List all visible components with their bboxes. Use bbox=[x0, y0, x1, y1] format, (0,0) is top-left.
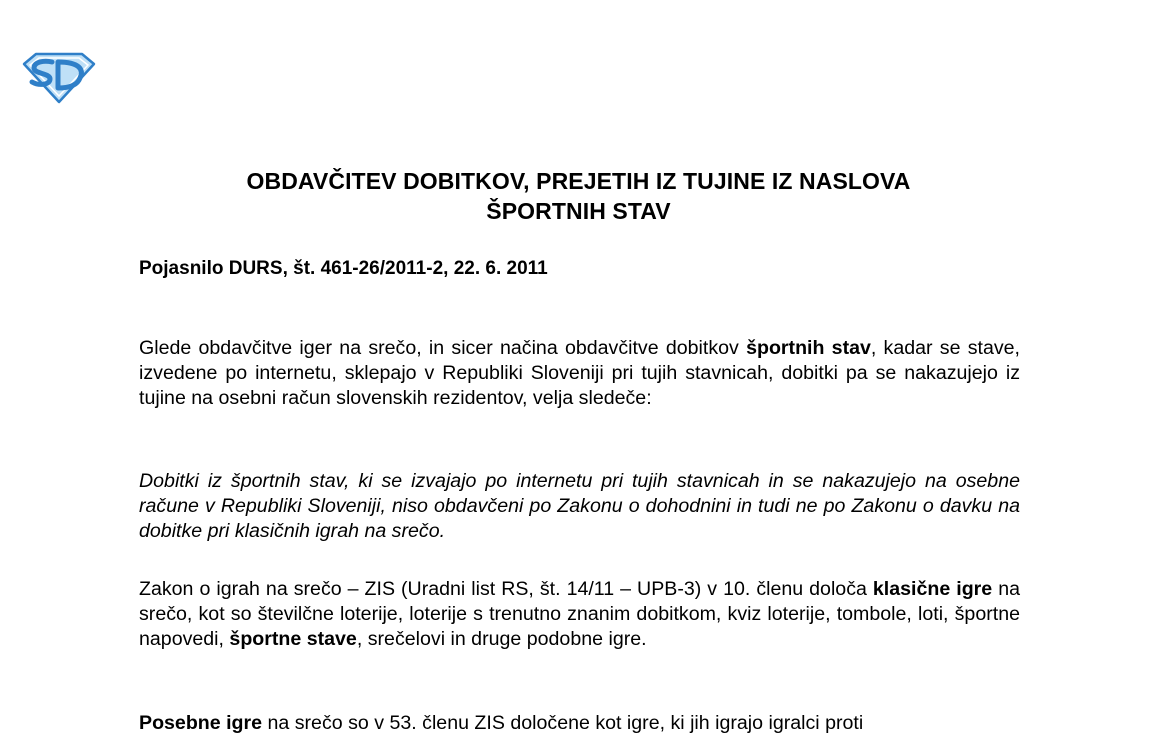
title-line-1: OBDAVČITEV DOBITKOV, PREJETIH IZ TUJINE IZ NASLOVA bbox=[246, 168, 911, 194]
p4-text-b: na srečo so v 53. členu ZIS določene kot igre, ki jih igrajo igralci proti bbox=[262, 712, 864, 734]
document-title bbox=[100, 166, 1057, 226]
p1-text-c: , kadar se stave, izvedene po internetu, sklepajo v Republiki Sloveniji pri tujih stavnicah, dobitki pa se nakazujejo iz tujine na osebni račun slovenskih rezidentov, velja sledeče: bbox=[139, 337, 1020, 410]
document-subtitle: Pojasnilo DURS, št. 461-26/2011-2, 22. 6. 2011 bbox=[139, 258, 548, 279]
paragraph-4 bbox=[139, 711, 1020, 736]
p3-bold-1: klasične igre bbox=[872, 578, 993, 600]
p4-bold: Posebne igre bbox=[139, 712, 263, 734]
p1-text-a: Glede obdavčitve iger na srečo, in sicer načina obdavčitve dobitkov bbox=[139, 337, 747, 359]
p3-text-c: na srečo, kot so številčne loterije, loterije s trenutno znanim dobitkom, kviz loterije, tombole, loti, športne napovedi, bbox=[139, 578, 1020, 651]
logo-icon bbox=[22, 50, 96, 104]
p1-bold: športnih stav bbox=[746, 337, 871, 359]
paragraph-1 bbox=[139, 336, 1020, 412]
p3-bold-2: športne stave bbox=[229, 628, 357, 651]
p3-text-e: , srečelovi in druge podobne igre. bbox=[356, 628, 647, 651]
paragraph-3 bbox=[139, 577, 1020, 653]
p3-text-a: Zakon o igrah na srečo – ZIS (Uradni list RS, št. 14/11 – UPB-3) v 10. členu določa bbox=[139, 578, 873, 600]
title-line-2: ŠPORTNIH STAV bbox=[486, 198, 671, 224]
paragraph-2: Dobitki iz športnih stav, ki se izvajajo po internetu pri tujih stavnicah in se nakazujejo na osebne račune v Republiki Sloveniji, niso obdavčeni po Zakonu o dohodnini in tudi ne po Zakonu o davku na dobitke pri klasičnih igrah na srečo. bbox=[139, 470, 1020, 543]
